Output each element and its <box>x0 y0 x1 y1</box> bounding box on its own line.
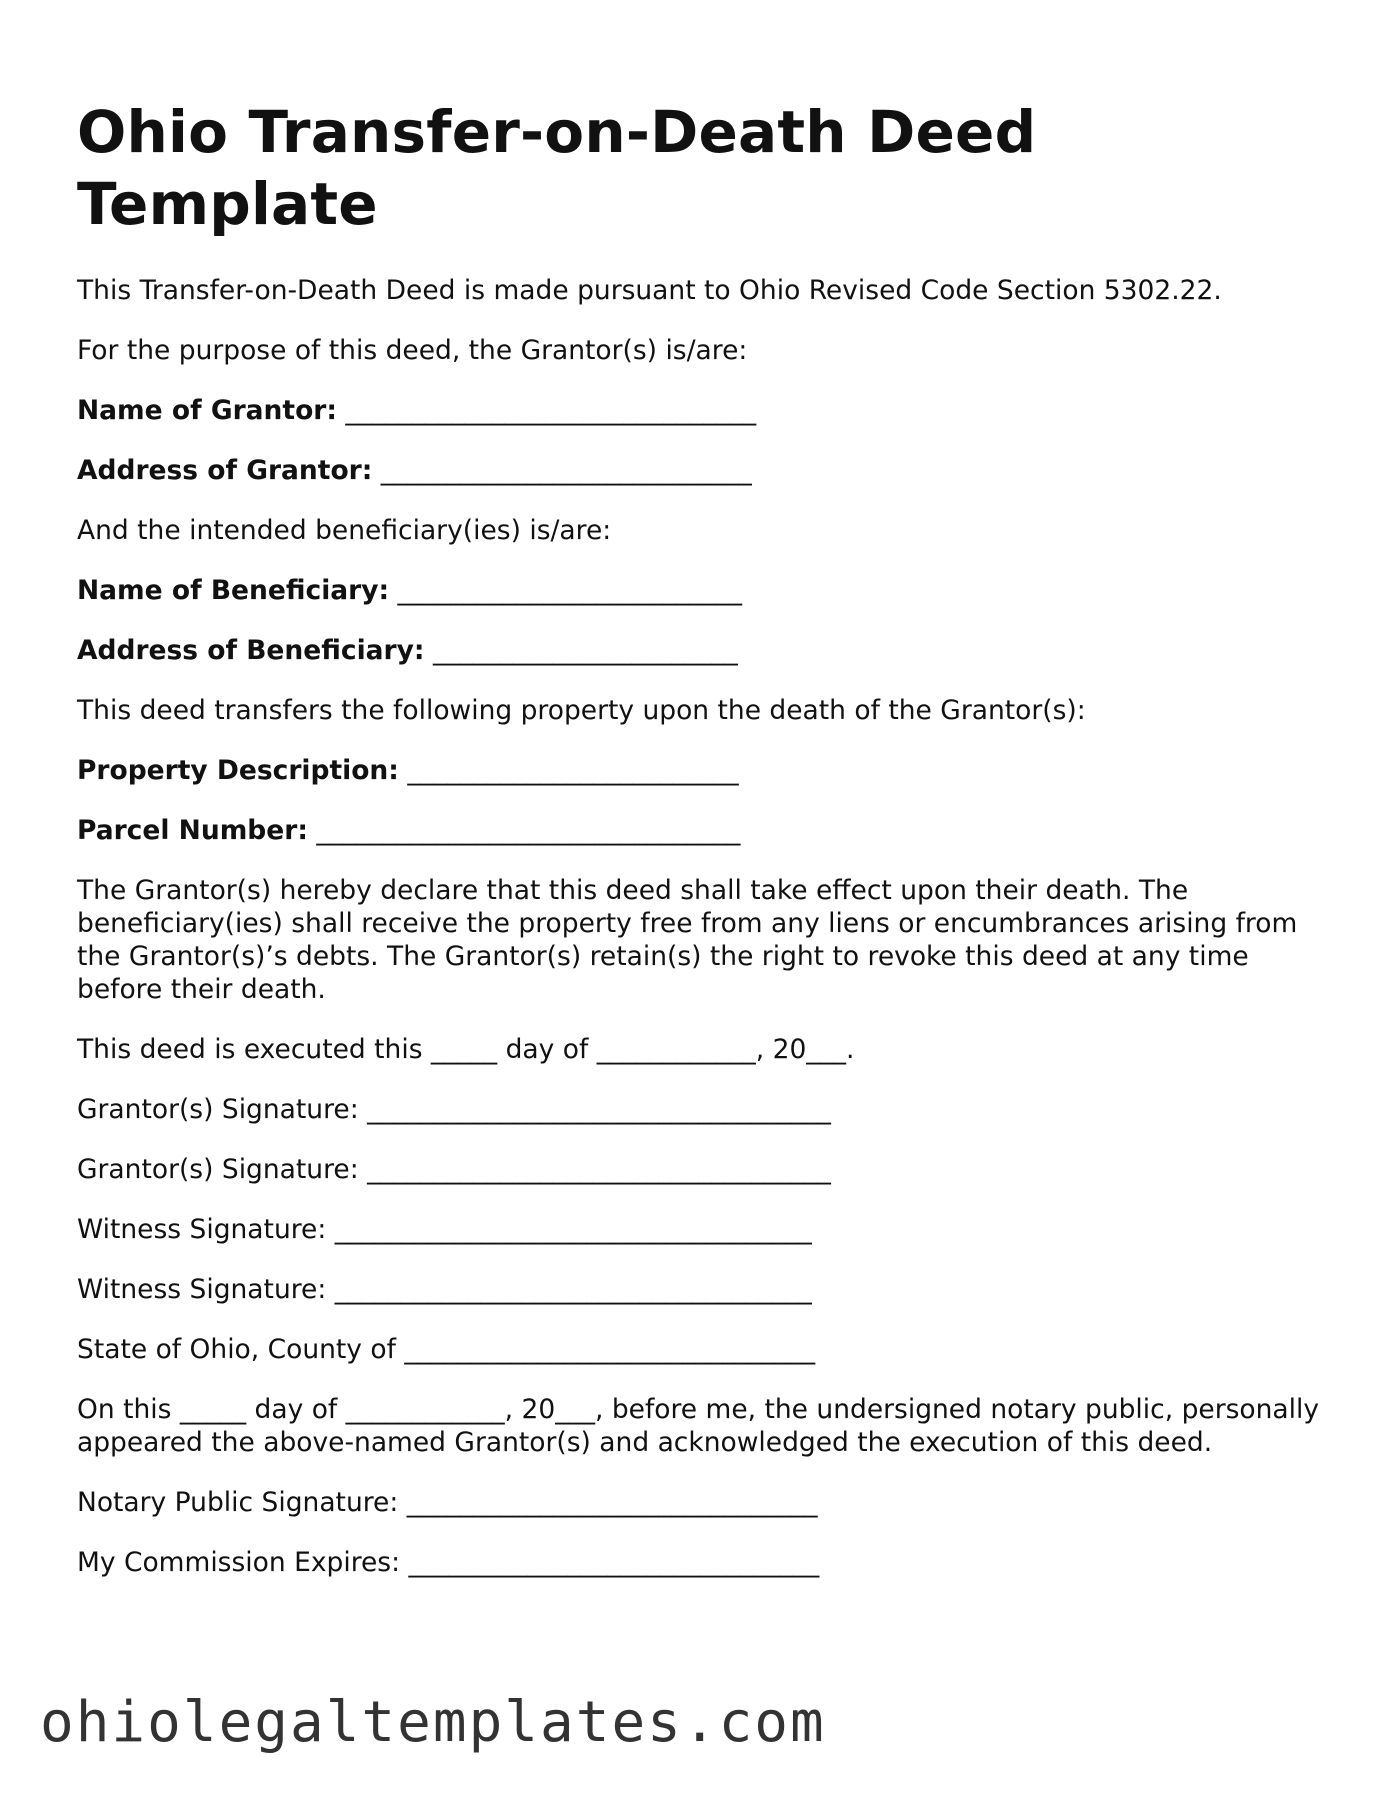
address-of-grantor-blank: ____________________________ <box>380 455 752 486</box>
notary-statement-text: On this _____ day of ____________, 20___, before me, the undersigned notary public, personally appeared the above-named Grantor(s) and acknowledged the execution of this deed. <box>77 1394 1328 1458</box>
parcel-number-label: Parcel Number: <box>77 815 308 846</box>
state-county-line: State of Ohio, County of _______________________________ <box>77 1334 816 1365</box>
address-of-beneficiary-blank: _______________________ <box>432 635 738 666</box>
witness-signature-line-2: Witness Signature: ____________________________________ <box>77 1274 812 1305</box>
grantor-intro-text: For the purpose of this deed, the Grantor(s) is/are: <box>77 335 748 366</box>
name-of-beneficiary-field <box>77 574 1337 607</box>
document-page <box>77 96 1337 1606</box>
property-description-field <box>77 754 1337 787</box>
address-of-grantor-field <box>77 454 1337 487</box>
declaration-text: The Grantor(s) hereby declare that this deed shall take effect upon their death. The beneficiary(ies) shall receive the property free from any liens or encumbrances arising from the Grantor(s)’s debts. The Grantor(s) retain(s) the right to revoke this deed at any time before their death. <box>77 875 1306 1005</box>
name-of-grantor-label: Name of Grantor: <box>77 395 337 426</box>
parcel-number-blank: ________________________________ <box>316 815 741 846</box>
property-intro-text: This deed transfers the following property upon the death of the Grantor(s): <box>77 695 1086 726</box>
address-of-grantor-label: Address of Grantor: <box>77 455 373 486</box>
execution-date-line: This deed is executed this _____ day of ____________, 20___. <box>77 1034 855 1065</box>
name-of-grantor-field <box>77 394 1337 427</box>
beneficiary-intro-text: And the intended beneficiary(ies) is/are: <box>77 515 612 546</box>
property-description-blank: _________________________ <box>407 755 739 786</box>
parcel-number-field <box>77 814 1337 847</box>
commission-expires-line: My Commission Expires: _______________________________ <box>77 1547 820 1578</box>
name-of-beneficiary-blank: __________________________ <box>397 575 743 606</box>
name-of-grantor-blank: _______________________________ <box>345 395 757 426</box>
notary-signature-line: Notary Public Signature: _______________________________ <box>77 1487 818 1518</box>
page-title: Ohio Transfer-on-Death Deed Template <box>77 98 1037 238</box>
grantor-signature-line-2: Grantor(s) Signature: ___________________________________ <box>77 1154 831 1185</box>
witness-signature-line-1: Witness Signature: ____________________________________ <box>77 1214 812 1245</box>
property-description-label: Property Description: <box>77 755 399 786</box>
intro-text: This Transfer-on-Death Deed is made pursuant to Ohio Revised Code Section 5302.22. <box>77 275 1222 306</box>
address-of-beneficiary-field <box>77 634 1337 667</box>
site-watermark: ohiolegaltemplates.com <box>40 1690 826 1755</box>
name-of-beneficiary-label: Name of Beneficiary: <box>77 575 390 606</box>
grantor-signature-line-1: Grantor(s) Signature: ___________________________________ <box>77 1094 831 1125</box>
address-of-beneficiary-label: Address of Beneficiary: <box>77 635 425 666</box>
